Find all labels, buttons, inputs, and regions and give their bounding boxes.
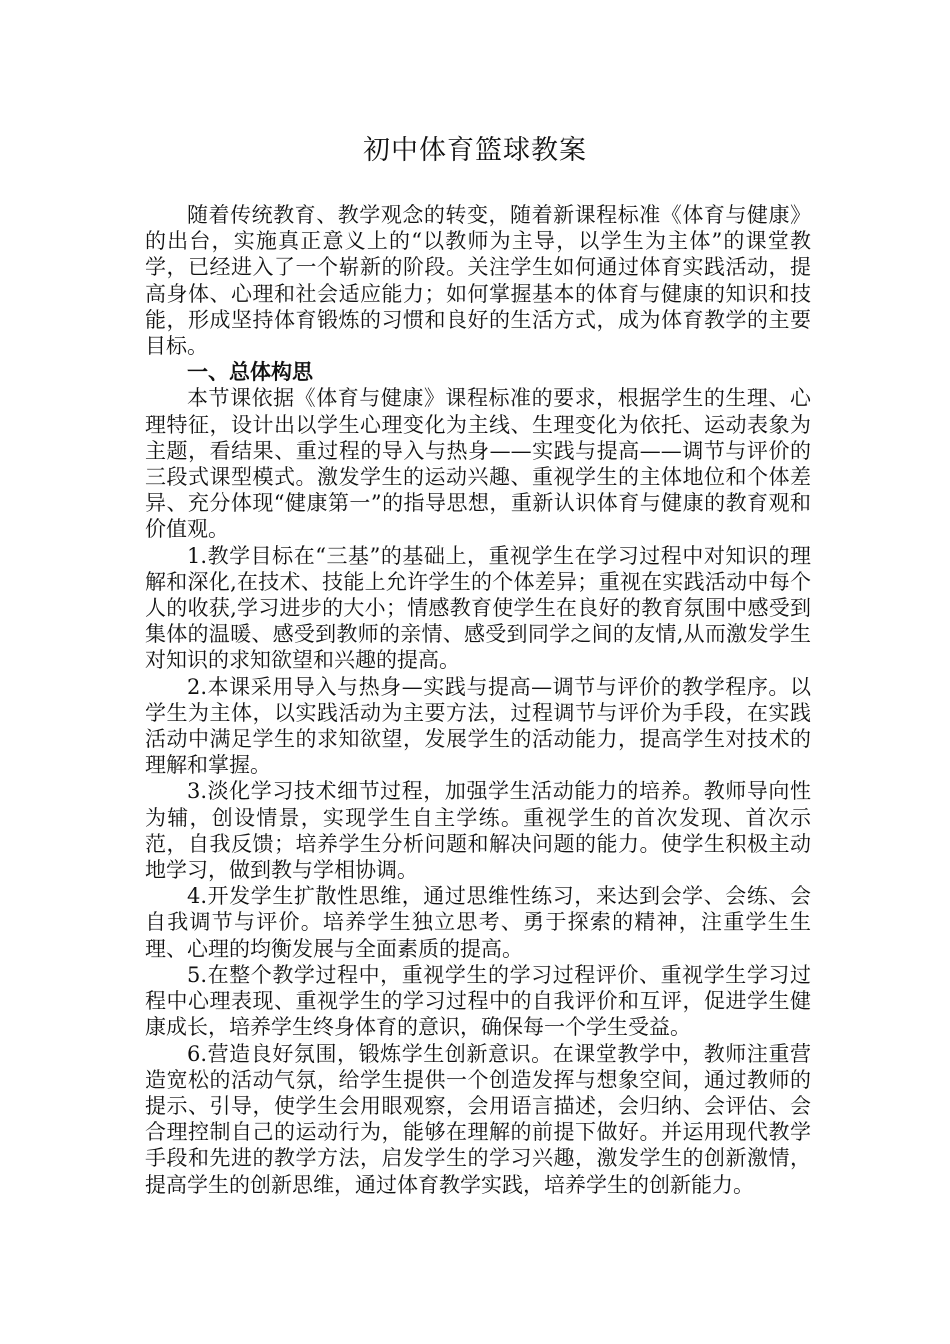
section-intro-paragraph: 本节课依据《体育与健康》课程标准的要求，根据学生的生理、心理特征，设计出以学生心理变化为主线、生理变化为依托、运动表象为主题，看结果、重过程的导入与热身——实践与提高——调节与评价的三段式课型模式。激发学生的运动兴趣、重视学生的主体地位和个体差异、充分体现“健康第一”的指导思想，重新认识体育与健康的教育观和价值观。 — [145, 386, 811, 542]
intro-paragraph: 随着传统教育、教学观念的转变，随着新课程标准《体育与健康》的出台，实施真正意义上的“以教师为主导，以学生为主体”的课堂教学，已经进入了一个崭新的阶段。关注学生如何通过体育实践活动，提高身体、心理和社会适应能力；如何掌握基本的体育与健康的知识和技能，形成坚持体育锻炼的习惯和良好的生活方式，成为体育教学的主要目标。 — [145, 203, 811, 359]
document-body — [145, 202, 811, 1198]
point-paragraph-3: 3.淡化学习技术细节过程，加强学生活动能力的培养。教师导向性为辅，创设情景，实现学生自主学练。重视学生的首次发现、首次示范，自我反馈；培养学生分析问题和解决问题的能力。使学生积极主动地学习，做到教与学相协调。 — [145, 779, 811, 883]
point-paragraph-5: 5.在整个教学过程中，重视学生的学习过程评价、重视学生学习过程中心理表现、重视学生的学习过程中的自我评价和互评，促进学生健康成长，培养学生终身体育的意识，确保每一个学生受益。 — [145, 962, 811, 1040]
point-paragraph-1: 1.教学目标在“三基”的基础上，重视学生在学习过程中对知识的理解和深化,在技术、技能上允许学生的个体差异；重视在实践活动中每个人的收获,学习进步的大小；情感教育使学生在良好的教育氛围中感受到集体的温暖、感受到教师的亲情、感受到同学之间的友情,从而激发学生对知识的求知欲望和兴趣的提高。 — [145, 543, 811, 673]
section-heading: 一、总体构思 — [187, 360, 313, 385]
document-title: 初中体育篮球教案 — [363, 135, 587, 166]
point-paragraph-4: 4.开发学生扩散性思维，通过思维性练习，来达到会学、会练、会自我调节与评价。培养学生独立思考、勇于探索的精神，注重学生生理、心理的均衡发展与全面素质的提高。 — [145, 884, 811, 961]
point-paragraph-6: 6.营造良好氛围，锻炼学生创新意识。在课堂教学中，教师注重营造宽松的活动气氛，给学生提供一个创造发挥与想象空间，通过教师的提示、引导，使学生会用眼观察，会用语言描述，会归纳、会评估、会合理控制自己的运动行为，能够在理解的前提下做好。并运用现代教学手段和先进的教学方法，启发学生的学习兴趣，激发学生的创新激情，提高学生的创新思维，通过体育教学实践，培养学生的创新能力。 — [145, 1041, 811, 1197]
point-paragraph-2: 2.本课采用导入与热身—实践与提高—调节与评价的教学程序。以学生为主体，以实践活动为主要方法，过程调节与评价为手段，在实践活动中满足学生的求知欲望，发展学生的活动能力，提高学生对技术的理解和掌握。 — [145, 674, 811, 778]
